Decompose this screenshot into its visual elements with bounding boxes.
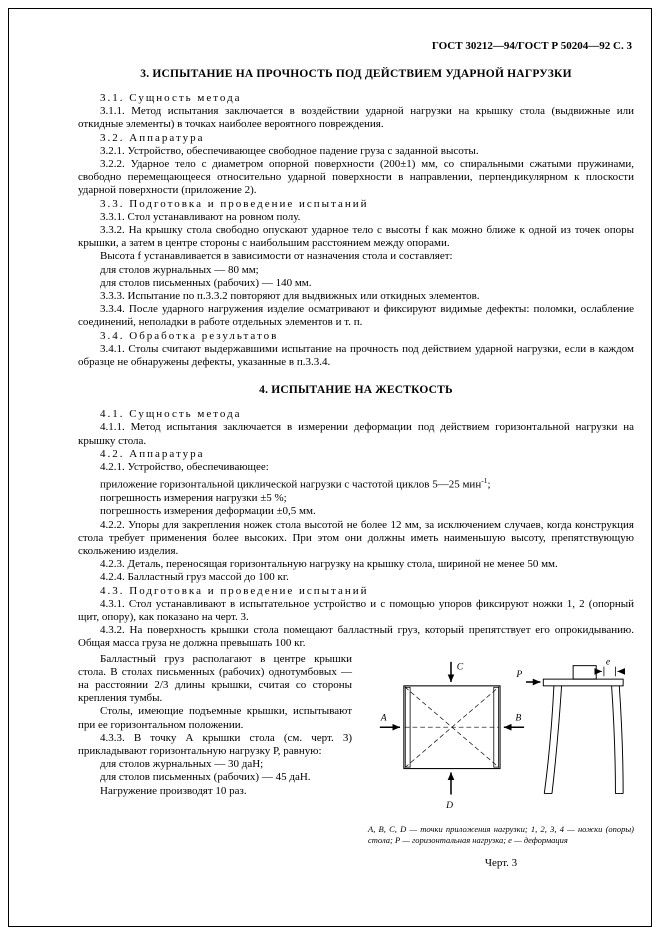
table-side-view <box>526 665 623 793</box>
heading-4-2: 4.2. Аппаратура <box>100 447 205 460</box>
heading-4-1: 4.1. Сущность метода <box>100 408 242 421</box>
para-3-3-1: 3.3.1. Стол устанавливают на ровном полу. <box>100 210 301 223</box>
para-3-3-3: 3.3.3. Испытание по п.3.3.2 повторяют для выдвижных или откидных элементов. <box>100 290 480 303</box>
figure-label-e: е <box>605 656 611 668</box>
para-3-3-4: 3.3.4. После ударного нагружения изделие осматривают и фиксируют видимые дефекты: поломки, ослабление соединений, неполадки в работе отдельных элементов и т. п. <box>78 303 634 329</box>
para-load-10-times: Нагружение производят 10 раз. <box>100 784 247 797</box>
figure-label-d: D <box>446 799 454 811</box>
section-4-title: 4. ИСПЫТАНИЕ НА ЖЕСТКОСТЬ <box>259 384 453 397</box>
para-ballast-position: Балластный груз располагают в центре крышки стола. В столах письменных (рабочих) однотумбовых — на расстоянии 2/3 длины крышки, считая со стороны крепления тумбы. <box>78 652 352 705</box>
para-4-2-4: 4.2.4. Балластный груз массой до 100 кг. <box>100 571 289 584</box>
heading-3-1: 3.1. Сущность метода <box>100 92 242 104</box>
table-plan-view <box>380 661 524 794</box>
figure-label-a: А <box>380 712 387 724</box>
heading-3-2: 3.2. Аппаратура <box>100 131 205 144</box>
list-item-journal-80: для столов журнальных — 80 мм; <box>100 263 259 276</box>
para-4-2-1: 4.2.1. Устройство, обеспечивающее: <box>100 461 269 474</box>
page-header: ГОСТ 30212—94/ГОСТ Р 50204—92 С. 3 <box>431 40 632 52</box>
para-4-3-2: 4.3.2. На поверхность крышки стола помещают балластный груз, который препятствует его опрокидыванию. Общая масса груза не должна превышать 100 кг. <box>78 624 634 650</box>
para-lift-tops: Столы, имеющие подъемные крышки, испытывают при ее горизонтальном положении. <box>78 705 352 731</box>
paragraph-text: ; <box>487 478 491 491</box>
figure-label-c: С <box>456 661 464 673</box>
para-load-accuracy: погрешность измерения нагрузки ±5 %; <box>100 492 287 505</box>
figure-column <box>366 653 634 870</box>
list-item-journal-30: для столов журнальных — 30 даН; <box>100 758 264 771</box>
paragraph-text: приложение горизонтальной циклической нагрузки с частотой циклов 5—25 мин <box>100 478 482 491</box>
list-item-desk-140: для столов письменных (рабочих) — 140 мм. <box>100 276 312 289</box>
para-4-1-1: 4.1.1. Метод испытания заключается в измерении деформации под действием горизонтальной нагрузки на крышку стола. <box>78 421 634 447</box>
figure-caption: А, В, С, D — точки приложения нагрузки; 1, 2, 3, 4 — ножки (опоры) стола; Р — горизонтальная нагрузка; е — деформация <box>368 824 634 845</box>
para-4-2-2: 4.2.2. Упоры для закрепления ножек стола высотой не более 12 мм, за исключением случаев, когда конструкция стола требует применения более высоких. При этом они должны иметь наименьшую высоту, препятствующую скольжению изделия. <box>78 518 634 557</box>
superscript: -1 <box>481 476 488 486</box>
para-4-2-3: 4.2.3. Деталь, переносящая горизонтальную нагрузку на крышку стола, шириной не менее 50 мм. <box>100 558 558 571</box>
heading-4-3: 4.3. Подготовка и проведение испытаний <box>100 584 369 597</box>
left-text-column <box>78 653 366 870</box>
para-cyclic-load <box>78 474 634 492</box>
para-3-3-2: 3.3.2. На крышку стола свободно опускают ударное тело с высоты f как можно ближе к одной из точек опоры крышки, а затем в центре стороны с наибольшим расстоянием между опорами. <box>78 224 634 250</box>
para-3-2-2: 3.2.2. Ударное тело с диаметром опорной поверхности (200±1) мм, со спиральными сжатыми пружинами, свободно перемещающееся относительно ударной поверхности в направлении, перпендикулярном к плоскости ударной поверхности (приложение 2). <box>78 158 634 197</box>
two-column-block <box>78 653 634 870</box>
page-content <box>78 40 634 869</box>
para-height-f: Высота f устанавливается в зависимости от назначения стола и составляет: <box>100 250 453 263</box>
figure-drawing <box>375 657 627 819</box>
para-3-1-1: 3.1.1. Метод испытания заключается в воздействии ударной нагрузки на крышку стола (выдвижные или откидные элементы) в точках наиболее вероятного повреждения. <box>78 105 634 131</box>
para-deform-accuracy: погрешность измерения деформации ±0,5 мм. <box>100 505 316 518</box>
para-4-3-1: 4.3.1. Стол устанавливают в испытательное устройство и с помощью упоров фиксируют ножки 1, 2 (опорный щит, опору), как показано на черт. 3. <box>78 597 634 623</box>
list-item-desk-45: для столов письменных (рабочих) — 45 даН. <box>100 771 311 784</box>
figure-label-b: В <box>515 712 522 724</box>
heading-3-3: 3.3. Подготовка и проведение испытаний <box>100 197 369 210</box>
figure-label-p: Р <box>516 668 523 680</box>
para-4-3-3: 4.3.3. В точку А крышки стола (см. черт. 3) прикладывают горизонтальную нагрузку Р, равную: <box>78 731 352 757</box>
para-3-4-1: 3.4.1. Столы считают выдержавшими испытание на прочность под действием ударной нагрузки, если в каждом образце не обнаружены дефекты, указанные в п.3.3.4. <box>78 342 634 369</box>
figure-number: Черт. 3 <box>484 857 518 870</box>
heading-3-4: 3.4. Обработка результатов <box>100 329 279 342</box>
section-3-title: 3. ИСПЫТАНИЕ НА ПРОЧНОСТЬ ПОД ДЕЙСТВИЕМ УДАРНОЙ НАГРУЗКИ <box>140 68 572 80</box>
para-3-2-1: 3.2.1. Устройство, обеспечивающее свободное падение груза с заданной высоты. <box>100 144 479 157</box>
